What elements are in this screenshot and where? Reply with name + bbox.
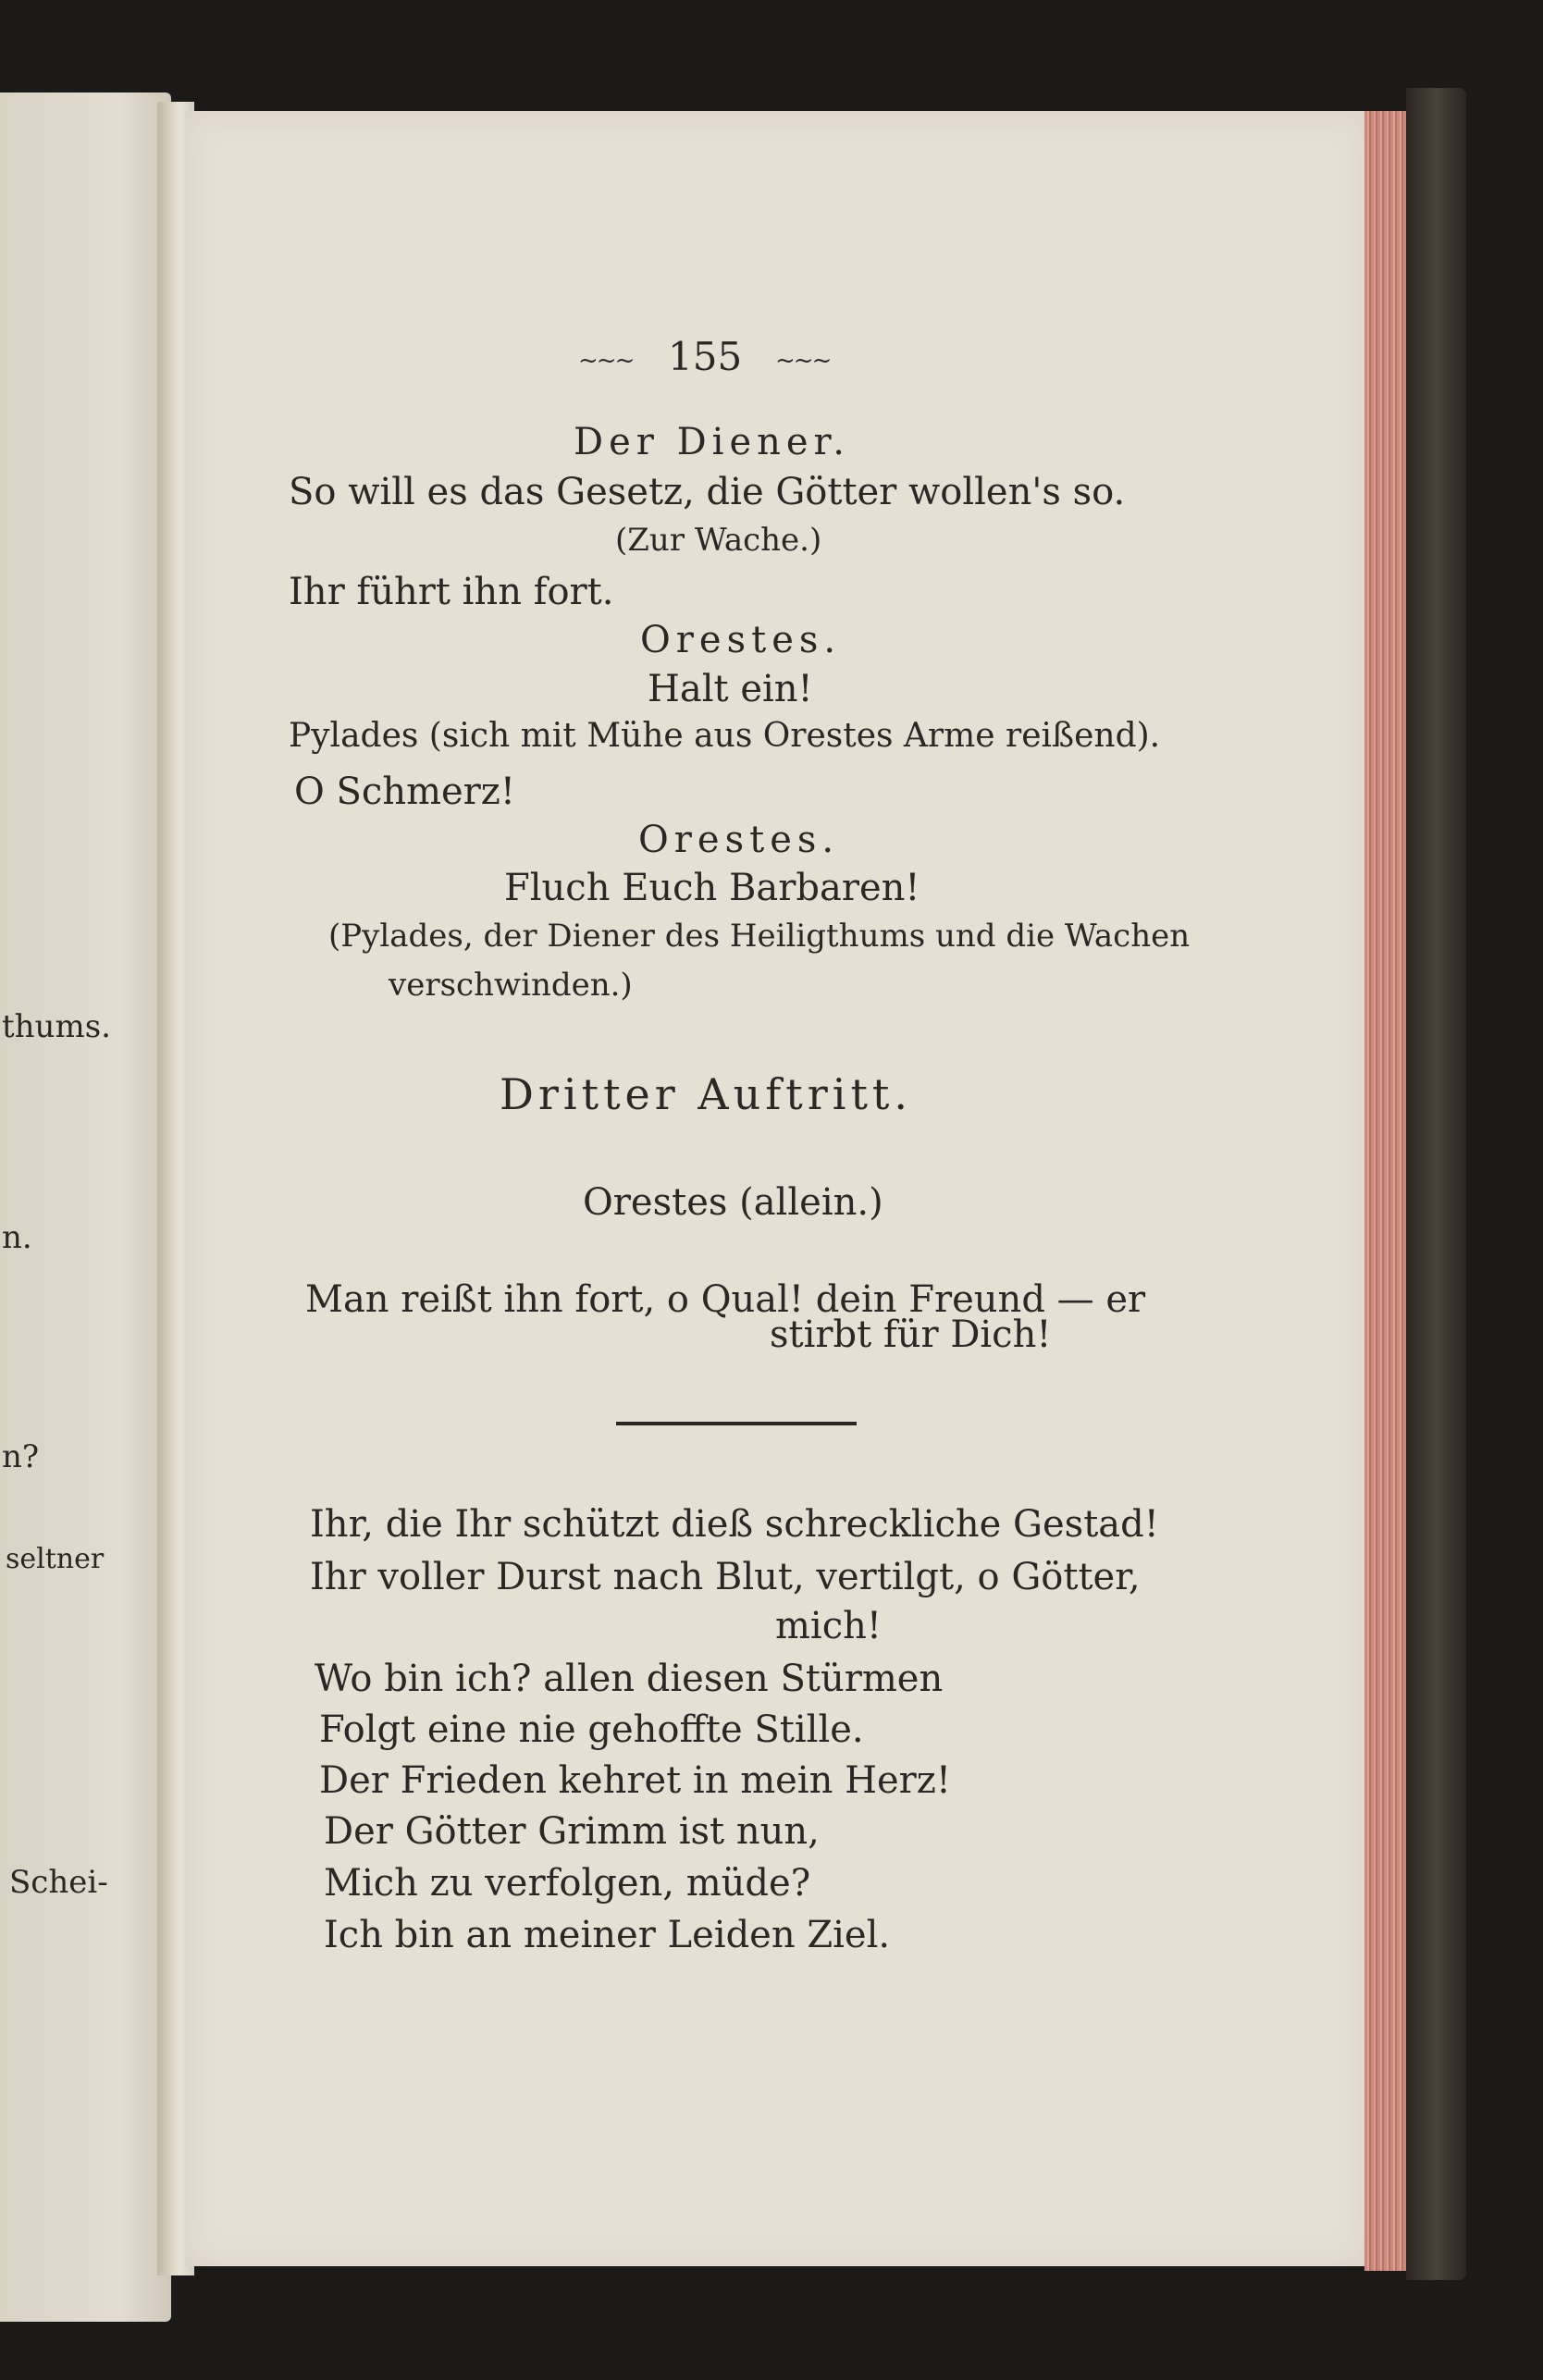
page-number: 155 [668, 334, 743, 379]
left-page [0, 92, 171, 2322]
text-line: Ihr führt ihn fort. [289, 571, 614, 613]
text-line: Halt ein! [648, 668, 813, 710]
verse-line: Ihr, die Ihr schützt dieß schreckliche Gestad! [310, 1503, 1159, 1546]
speaker-name: Orestes. [638, 819, 840, 861]
left-page-fragment: Schei- [9, 1864, 108, 1901]
ornament-left: ~~~ [578, 347, 634, 375]
verse-line: Ihr voller Durst nach Blut, vertilgt, o Götter, [310, 1556, 1141, 1598]
verse-line: Mich zu verfolgen, müde? [324, 1862, 811, 1905]
verse-line: Wo bin ich? allen diesen Stürmen [315, 1658, 944, 1700]
text-line: So will es das Gesetz, die Götter wollen's so. [289, 471, 1126, 513]
page-edge [1364, 111, 1411, 2271]
stage-direction: verschwinden.) [389, 967, 633, 1004]
ornament-right: ~~~ [775, 347, 831, 375]
text-line: stirbt für Dich! [770, 1313, 1052, 1356]
left-page-fragment: seltner [6, 1543, 105, 1575]
book-cover [1406, 88, 1466, 2280]
verse-line: Ich bin an meiner Leiden Ziel. [324, 1914, 891, 1956]
speaker-name: Orestes. [640, 619, 842, 661]
verse-line: mich! [775, 1605, 882, 1647]
stage-direction: (Pylades, der Diener des Heiligthums und die Wachen [328, 918, 1191, 955]
verse-line: Der Frieden kehret in mein Herz! [319, 1759, 951, 1802]
scene-heading: Dritter Auftritt. [500, 1069, 913, 1119]
text-line: Fluch Euch Barbaren! [504, 867, 920, 909]
left-page-fragment: n? [2, 1438, 40, 1475]
verse-line: Folgt eine nie gehoffte Stille. [319, 1708, 864, 1751]
section-rule [616, 1422, 857, 1425]
speaker-name: Orestes (allein.) [583, 1181, 883, 1224]
text-line: Man reißt ihn fort, o Qual! dein Freund — er [305, 1278, 1146, 1321]
speaker-name: Der Diener. [574, 421, 850, 463]
left-page-fragment: n. [2, 1219, 32, 1256]
text-line: O Schmerz! [294, 771, 515, 813]
stage-direction: (Zur Wache.) [615, 522, 822, 559]
left-page-fragment: thums. [2, 1008, 111, 1045]
verse-line: Der Götter Grimm ist nun, [324, 1810, 820, 1853]
speaker-direction: Pylades (sich mit Mühe aus Orestes Arme reißend). [289, 717, 1161, 755]
